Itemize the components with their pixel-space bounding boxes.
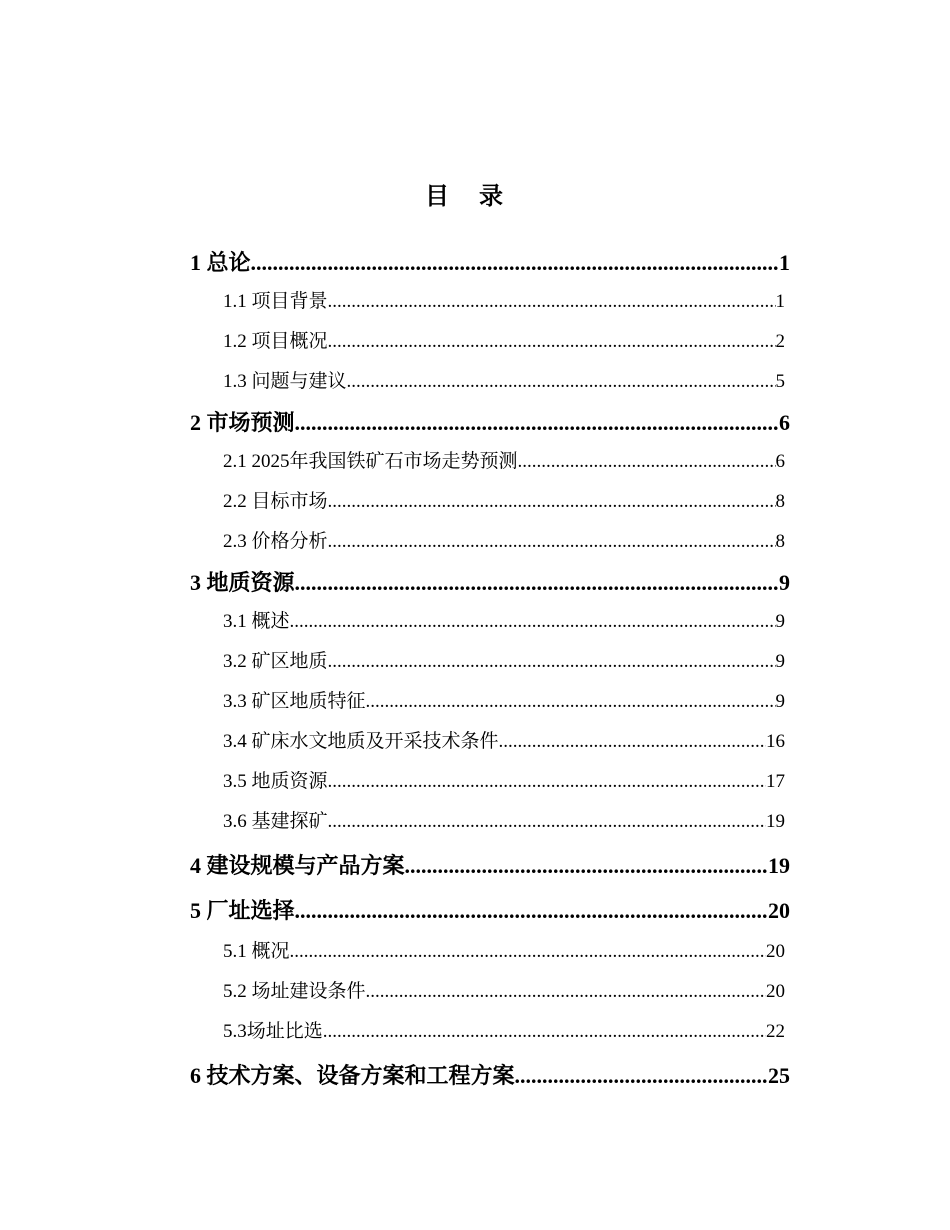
toc-entry-3-5[interactable] — [190, 764, 790, 804]
toc-page-number: 20 — [768, 898, 790, 923]
toc-entry-1-3[interactable] — [190, 364, 790, 404]
toc-entry-label: 6 技术方案、设备方案和工程方案 — [190, 1063, 515, 1088]
toc-page-number: 1 — [779, 250, 790, 275]
toc-entry-label: 2 市场预测 — [190, 410, 295, 435]
toc-leader-dots — [518, 451, 776, 473]
toc-entry-label: 2.3 价格分析 — [223, 531, 328, 552]
toc-entry-label: 1.2 项目概况 — [223, 331, 328, 352]
toc-leader-dots — [499, 731, 766, 753]
toc-entry-label: 3.4 矿床水文地质及开采技术条件 — [223, 731, 499, 752]
table-of-contents — [190, 244, 790, 1099]
toc-entry-label: 1.1 项目背景 — [223, 291, 328, 312]
toc-entry-label: 1 总论 — [190, 250, 251, 275]
toc-entry-2-1[interactable] — [190, 444, 790, 484]
toc-leader-dots — [295, 898, 768, 924]
toc-leader-dots — [328, 651, 776, 673]
toc-leader-dots — [328, 291, 776, 313]
toc-page-number: 19 — [768, 853, 790, 878]
toc-entry-3-3[interactable] — [190, 684, 790, 724]
toc-page-number: 17 — [766, 771, 785, 792]
toc-entry-label: 3.5 地质资源 — [223, 771, 328, 792]
toc-entry-label: 4 建设规模与产品方案 — [190, 853, 405, 878]
toc-entry-5-3[interactable] — [190, 1014, 790, 1054]
toc-entry-5-2[interactable] — [190, 974, 790, 1014]
toc-page-number: 22 — [766, 1021, 785, 1042]
toc-entry-label: 5.2 场址建设条件 — [223, 981, 366, 1002]
toc-entry-3[interactable] — [190, 564, 790, 604]
toc-entry-4[interactable] — [190, 844, 790, 889]
toc-page-number: 9 — [775, 611, 785, 632]
toc-entry-label: 3 地质资源 — [190, 570, 295, 595]
toc-page-number: 25 — [768, 1063, 790, 1088]
toc-entry-1[interactable] — [190, 244, 790, 284]
toc-leader-dots — [347, 371, 776, 393]
toc-entry-label: 2.2 目标市场 — [223, 491, 328, 512]
toc-leader-dots — [328, 491, 776, 513]
toc-leader-dots — [328, 531, 776, 553]
toc-leader-dots — [290, 941, 766, 963]
toc-leader-dots — [328, 811, 766, 833]
toc-entry-label: 2.1 2025年我国铁矿石市场走势预测 — [223, 451, 518, 472]
toc-leader-dots — [405, 853, 768, 879]
toc-entry-label: 5.3场址比选 — [223, 1021, 323, 1042]
toc-leader-dots — [295, 570, 779, 596]
toc-entry-5-1[interactable] — [190, 934, 790, 974]
toc-leader-dots — [323, 1021, 766, 1043]
toc-page-number: 16 — [766, 731, 785, 752]
toc-entry-6[interactable] — [190, 1054, 790, 1099]
toc-entry-2-2[interactable] — [190, 484, 790, 524]
toc-leader-dots — [328, 771, 766, 793]
toc-page-number: 9 — [779, 570, 790, 595]
toc-entry-5[interactable] — [190, 889, 790, 934]
toc-page-number: 8 — [775, 491, 785, 512]
toc-leader-dots — [290, 611, 776, 633]
toc-entry-label: 5 厂址选择 — [190, 898, 295, 923]
toc-entry-3-6[interactable] — [190, 804, 790, 844]
toc-page-number: 8 — [775, 531, 785, 552]
toc-entry-2-3[interactable] — [190, 524, 790, 564]
toc-leader-dots — [515, 1063, 768, 1089]
toc-entry-2[interactable] — [190, 404, 790, 444]
toc-entry-label: 1.3 问题与建议 — [223, 371, 347, 392]
toc-entry-label: 5.1 概况 — [223, 941, 290, 962]
toc-page-number: 9 — [775, 691, 785, 712]
toc-page-number: 20 — [766, 981, 785, 1002]
toc-leader-dots — [366, 981, 766, 1003]
toc-leader-dots — [295, 410, 779, 436]
toc-page-number: 5 — [775, 371, 785, 392]
toc-leader-dots — [366, 691, 776, 713]
toc-entry-label: 3.6 基建探矿 — [223, 811, 328, 832]
toc-entry-3-2[interactable] — [190, 644, 790, 684]
toc-page-number: 6 — [779, 410, 790, 435]
toc-page-number: 1 — [775, 291, 785, 312]
toc-entry-3-4[interactable] — [190, 724, 790, 764]
toc-leader-dots — [251, 250, 779, 276]
toc-page-number: 9 — [775, 651, 785, 672]
toc-leader-dots — [328, 331, 776, 353]
toc-page-number: 19 — [766, 811, 785, 832]
toc-page-number: 2 — [775, 331, 785, 352]
toc-entry-1-2[interactable] — [190, 324, 790, 364]
toc-page-number: 6 — [775, 451, 785, 472]
toc-entry-label: 3.1 概述 — [223, 611, 290, 632]
toc-entry-3-1[interactable] — [190, 604, 790, 644]
toc-entry-label: 3.2 矿区地质 — [223, 651, 328, 672]
toc-page-number: 20 — [766, 941, 785, 962]
toc-entry-1-1[interactable] — [190, 284, 790, 324]
toc-entry-label: 3.3 矿区地质特征 — [223, 691, 366, 712]
toc-title: 目 录 — [425, 184, 515, 210]
